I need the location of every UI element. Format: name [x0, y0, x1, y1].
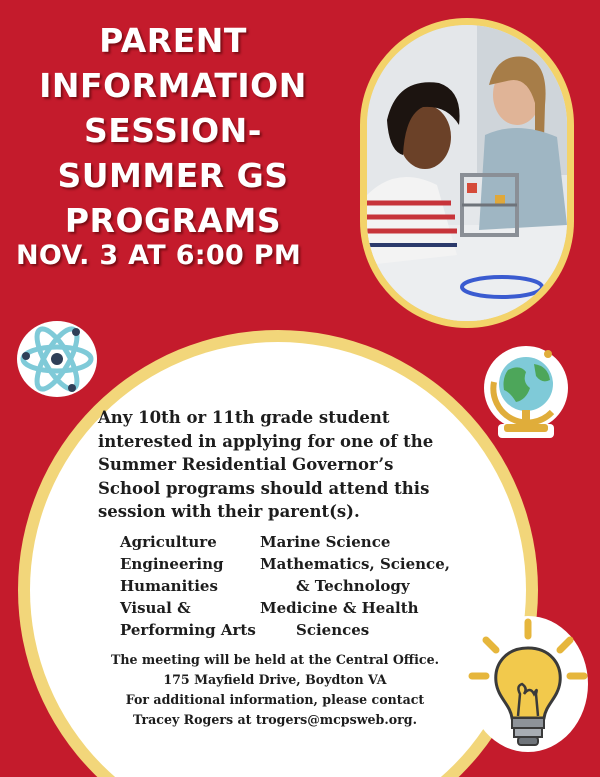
lightbulb-icon — [466, 614, 590, 768]
program-item: Mathematics, Science, — [260, 555, 450, 573]
program-item: & Technology — [296, 577, 410, 595]
program-item: Visual & — [120, 599, 191, 617]
program-item: Marine Science — [260, 533, 391, 551]
program-item: Engineering — [120, 555, 224, 573]
footer-line: The meeting will be held at the Central Office. — [110, 652, 439, 667]
event-date: NOV. 3 AT 6:00 PM — [16, 240, 302, 271]
program-item: Agriculture — [120, 533, 217, 551]
footer-line: For additional information, please contact — [125, 692, 425, 707]
program-item: Performing Arts — [120, 621, 256, 639]
headline-line: SUMMER GS — [57, 156, 289, 195]
program-item: Medicine & Health — [260, 599, 419, 617]
headline-line: PROGRAMS — [64, 201, 282, 240]
headline — [8, 18, 338, 243]
meeting-details — [60, 650, 490, 730]
headline-line: INFORMATION — [39, 66, 307, 105]
students-photo-frame — [360, 18, 574, 328]
globe-icon — [482, 344, 570, 444]
footer-line: Tracey Rogers at trogers@mcpsweb.org. — [133, 712, 417, 727]
program-item: Sciences — [296, 621, 370, 639]
students-photo — [367, 25, 567, 321]
intro-text: Any 10th or 11th grade student interested in applying for one of the Summer Residential Governor’s School programs should attend this session with their parent(s). — [98, 408, 434, 521]
headline-line: PARENT — [99, 21, 247, 60]
headline-line: SESSION- — [83, 111, 262, 150]
atom-icon — [14, 318, 100, 404]
footer-line: 175 Mayfield Drive, Boydton VA — [163, 672, 387, 687]
program-item: Humanities — [120, 577, 218, 595]
